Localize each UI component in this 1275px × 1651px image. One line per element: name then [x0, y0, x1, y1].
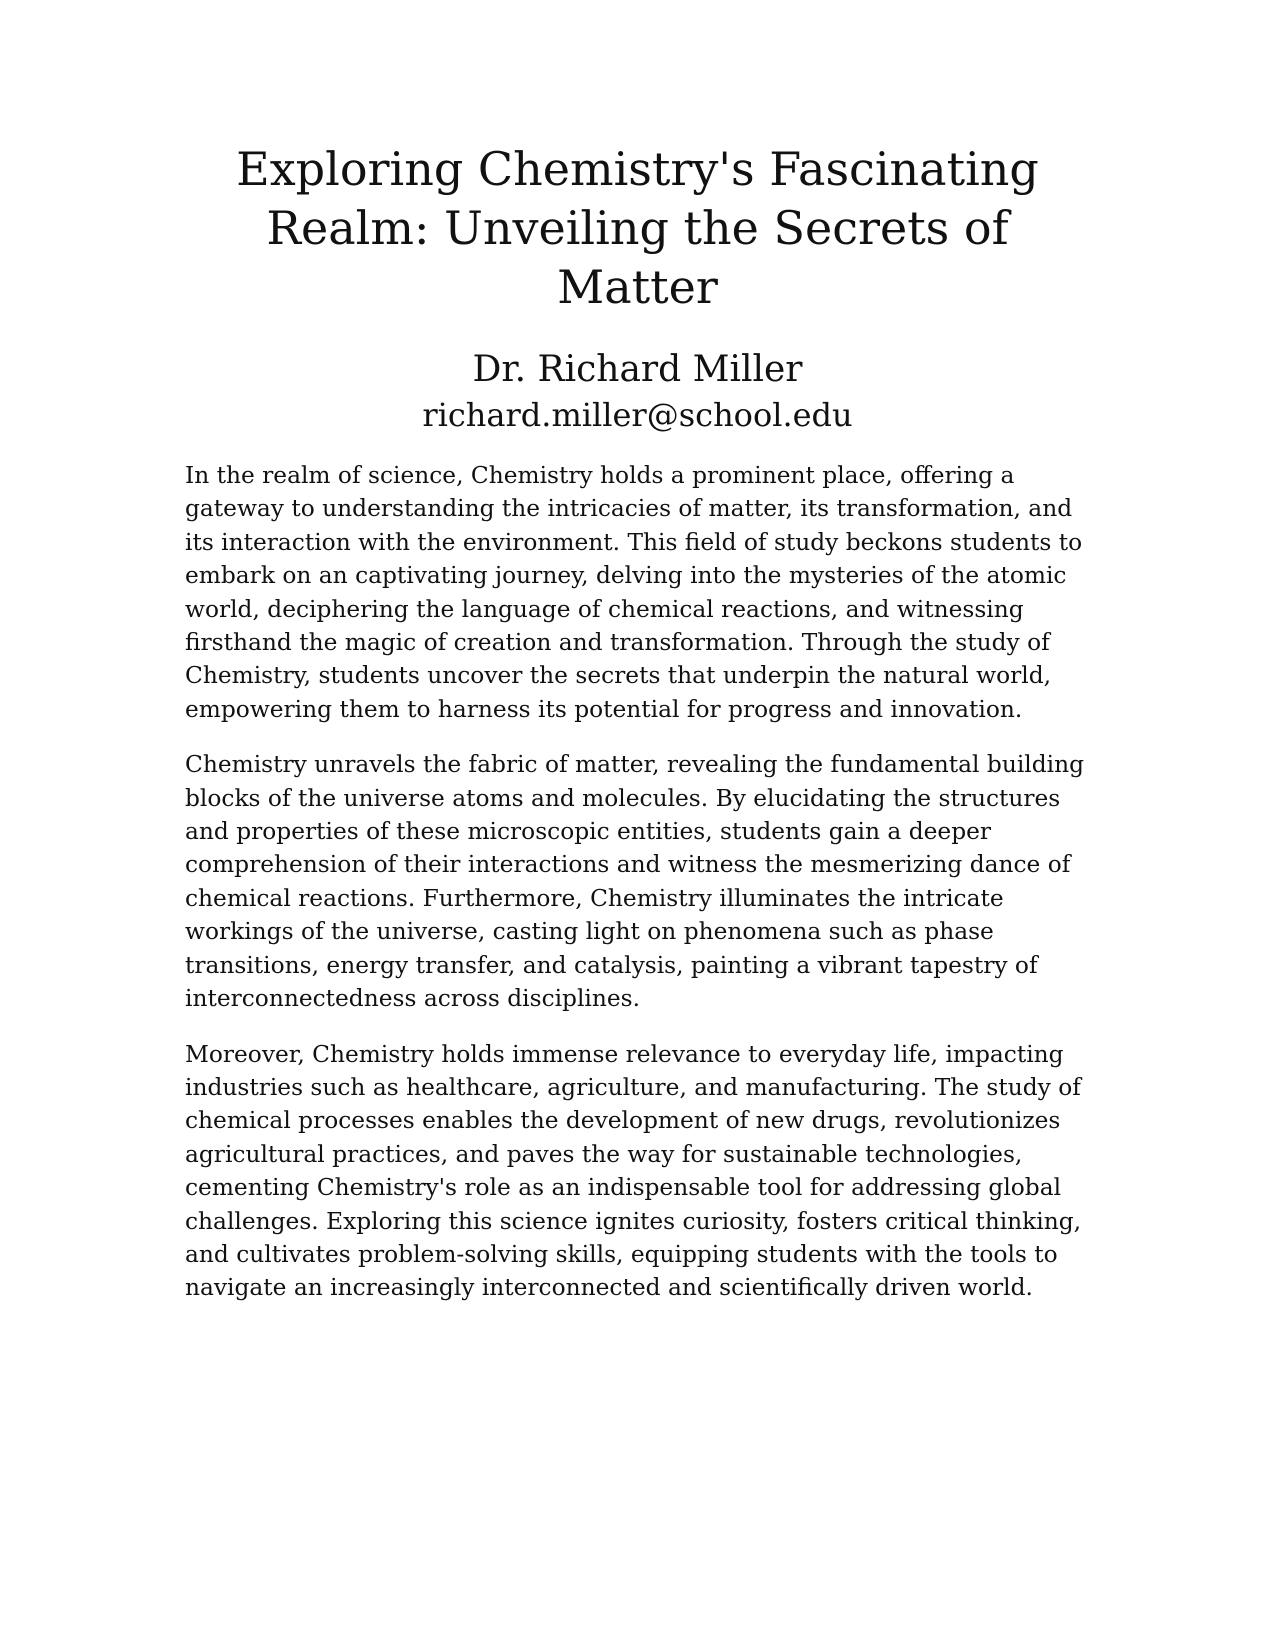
author-email: richard.miller@school.edu [422, 396, 853, 434]
paragraph-3: Moreover, Chemistry holds immense relevance to everyday life, impacting industries such as healthcare, agriculture, and manufacturing. The study of chemical processes enables the development of new drugs, revolutionizes agricultural practices, and paves the way for sustainable technologies, cementing Chemistry's role as an indispensable tool for addressing global challenges. Exploring this science ignites curiosity, fosters critical thinking, and cultivates problem-solving skills, equipping students with the tools to navigate an increasingly interconnected and scientifically driven world. [185, 1040, 1082, 1302]
document-page [185, 140, 1090, 1327]
author-name: Dr. Richard Miller [472, 349, 803, 390]
document-body [185, 459, 1090, 1305]
document-title: Exploring Chemistry's Fascinating Realm: Unveiling the Secrets of Matter [236, 142, 1039, 314]
author-block [185, 347, 1090, 437]
paragraph-2: Chemistry unravels the fabric of matter, revealing the fundamental building blocks of the universe atoms and molecules. By elucidating the structures and properties of these microscopic entities, students gain a deeper comprehension of their interactions and witness the mesmerizing dance of chemical reactions. Furthermore, Chemistry illuminates the intricate workings of the universe, casting light on phenomena such as phase transitions, energy transfer, and catalysis, painting a vibrant tapestry of interconnectedness across disciplines. [185, 751, 1085, 1013]
paragraph-1: In the realm of science, Chemistry holds a prominent place, offering a gateway to understanding the intricacies of matter, its transformation, and its interaction with the environment. This field of study beckons students to embark on an captivating journey, delving into the mysteries of the atomic world, deciphering the language of chemical reactions, and witnessing firsthand the magic of creation and transformation. Through the study of Chemistry, students uncover the secrets that underpin the natural world, empowering them to harness its potential for progress and innovation. [185, 462, 1083, 723]
